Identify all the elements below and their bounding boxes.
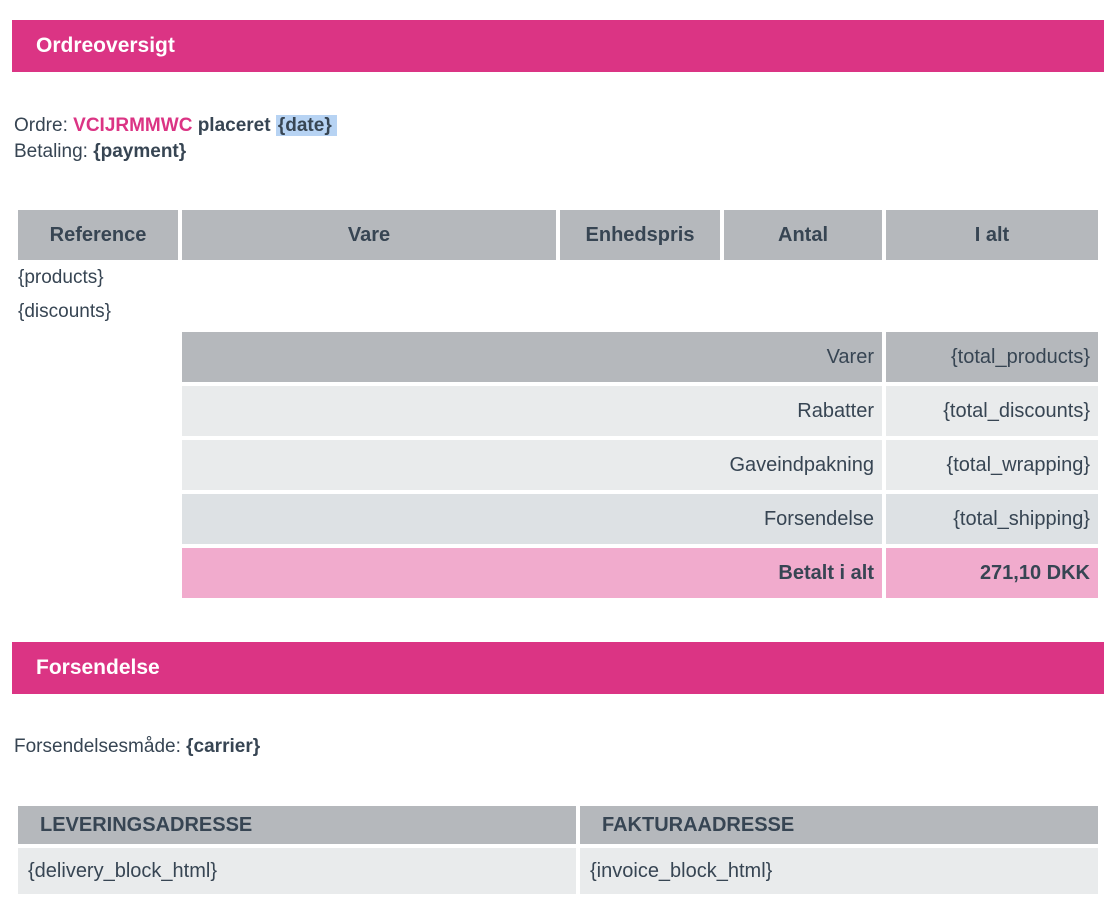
date-placeholder: {date} xyxy=(276,115,337,136)
totals-value-discounts: {total_discounts} xyxy=(886,386,1098,436)
carrier-placeholder: {carrier} xyxy=(186,736,261,757)
totals-value-paid: 271,10 DKK xyxy=(886,548,1098,598)
shipping-header xyxy=(12,642,1104,694)
totals-label-shipping: Forsendelse xyxy=(182,494,882,544)
payment-label: Betaling: xyxy=(14,141,88,162)
payment-line xyxy=(14,139,186,165)
totals-value-shipping: {total_shipping} xyxy=(886,494,1098,544)
order-overview-title: Ordreoversigt xyxy=(36,34,175,57)
delivery-address-value: {delivery_block_html} xyxy=(18,848,576,894)
column-header-product: Vare xyxy=(182,210,556,260)
totals-label-discounts: Rabatter xyxy=(182,386,882,436)
column-header-reference: Reference xyxy=(18,210,178,260)
totals-label-wrapping: Gaveindpakning xyxy=(182,440,882,490)
payment-placeholder: {payment} xyxy=(93,141,187,162)
order-reference: VCIJRMMWC xyxy=(73,115,193,136)
discounts-placeholder: {discounts} xyxy=(18,301,111,322)
shipping-title: Forsendelse xyxy=(36,656,160,679)
totals-value-products: {total_products} xyxy=(886,332,1098,382)
shipping-method-line xyxy=(14,734,260,760)
totals-value-wrapping: {total_wrapping} xyxy=(886,440,1098,490)
shipping-method-label: Forsendelsesmåde: xyxy=(14,736,181,757)
order-overview-header xyxy=(12,20,1104,72)
column-header-quantity: Antal xyxy=(724,210,882,260)
invoice-address-header: FAKTURAADRESSE xyxy=(580,806,1098,844)
invoice-address-value: {invoice_block_html} xyxy=(580,848,1098,894)
column-header-unit-price: Enhedspris xyxy=(560,210,720,260)
column-header-total: I alt xyxy=(886,210,1098,260)
products-placeholder: {products} xyxy=(18,267,104,288)
order-line xyxy=(14,113,337,139)
totals-label-products: Varer xyxy=(182,332,882,382)
placed-label: placeret xyxy=(197,115,271,136)
delivery-address-header: LEVERINGSADRESSE xyxy=(18,806,576,844)
order-label: Ordre: xyxy=(14,115,68,136)
totals-label-paid: Betalt i alt xyxy=(182,548,882,598)
